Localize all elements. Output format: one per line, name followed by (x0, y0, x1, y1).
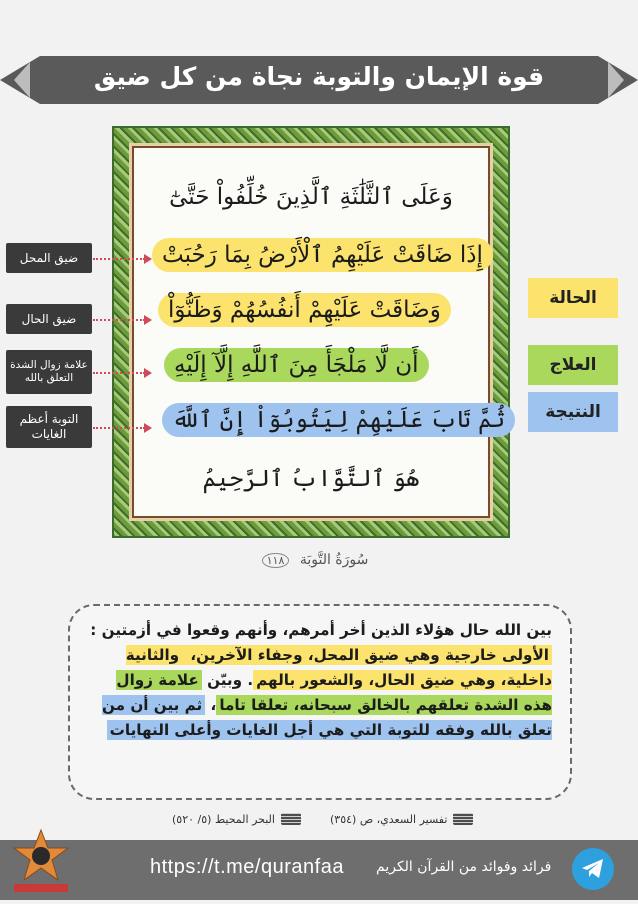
pointer-line-3 (93, 372, 145, 374)
pointer-line-4 (93, 427, 145, 429)
verse-line-4 (164, 352, 429, 378)
explanation-part-2: الأولى خارجية وهي ضيق المحل، وجفاء الآخرين، (187, 645, 552, 665)
explanation-part-3: والثانية داخلية، وهي ضيق الحال، والشعور بالهم (125, 646, 552, 689)
verse-panel (132, 146, 506, 518)
logo (0, 818, 82, 900)
explanation-part-4: . وبيّن (201, 671, 254, 689)
label-repentance: التوبة أعظم الغايات (6, 406, 92, 448)
book-icon (453, 813, 473, 825)
pointer-line-2 (93, 319, 145, 321)
verse-line-5 (162, 407, 515, 433)
verse-line-6: هُوَ ٱلتَّوَّابُ ٱلرَّحِيمُ (202, 466, 420, 492)
ayah-number: ١١٨ (262, 553, 290, 568)
explanation-part-6: ، (205, 696, 217, 714)
verse-line-3-text: وَضَاقَتْ عَلَيْهِمْ أَنفُسُهُمْ وَظَنُّوٓاْ (158, 293, 451, 327)
channel-name: فرائد وفوائد من القرآن الكريم (376, 859, 552, 875)
verse-line-3 (158, 297, 451, 323)
sura-name: سُورَةُ التَّوبَة (299, 552, 369, 568)
arrow-icon (144, 423, 152, 433)
explanation-part-5: علامة زوال هذه الشدة تعلقهم بالخالق سبحانه، تعلقا تاما (116, 671, 552, 714)
tag-cure: العلاج (528, 345, 618, 385)
label-relief-sign: علامة زوال الشدة التعلق بالله (6, 350, 92, 394)
tag-state: الحالة (528, 278, 618, 318)
reference-1 (330, 808, 473, 830)
reference-2-text: البحر المحيط (٥/ ٥٢٠) (172, 812, 275, 826)
label-narrow-state: ضيق الحال (6, 304, 92, 334)
arrow-icon (144, 315, 152, 325)
sura-caption (240, 552, 390, 578)
logo-emblem-icon (0, 818, 82, 900)
title-banner (0, 56, 638, 104)
pointer-line-1 (93, 258, 145, 260)
reference-2 (172, 808, 301, 830)
reference-1-text: تفسير السعدي، ص (٣٥٤) (330, 812, 448, 826)
verse-line-4-text: أَن لَّا مَلْجَأَ مِنَ ٱللَّهِ إِلَّآ إِلَيْهِ (164, 348, 429, 382)
verse-line-2 (152, 242, 493, 268)
tag-result: النتيجة (528, 392, 618, 432)
arrow-icon (144, 368, 152, 378)
telegram-link[interactable]: https://t.me/quranfaa (150, 856, 344, 878)
telegram-button[interactable] (572, 848, 614, 890)
explanation-part-7: ثم بين أن من تعلق بالله وفقه للتوبة التي هي أجل الغايات وأعلى النهايات (101, 696, 552, 739)
verse-line-2-text: إِذَا ضَاقَتْ عَلَيْهِمُ ٱلْأَرْضُ بِمَا رَحُبَتْ (152, 238, 493, 272)
explanation-part-1: بين الله حال هؤلاء الذين أخر أمرهم، وأنهم وقعوا في أزمتين : (90, 621, 552, 639)
verse-line-1: وَعَلَى ٱلثَّلَٰثَةِ ٱلَّذِينَ خُلِّفُواْ حَتَّىٰٓ (169, 184, 453, 210)
explanation-text (88, 618, 552, 743)
verse-frame (112, 126, 510, 538)
verse-line-5-text: ثُمَّ تَابَ عَلَيْهِمْ لِيَتُوبُوٓاْ إِنَّ ٱللَّهَ (162, 403, 515, 437)
arrow-icon (144, 254, 152, 264)
telegram-icon (581, 858, 605, 880)
label-narrow-place: ضيق المحل (6, 243, 92, 273)
page-title: قوة الإيمان والتوبة نجاة من كل ضيق (93, 62, 545, 91)
explanation-box (68, 604, 572, 800)
book-icon (281, 813, 301, 825)
